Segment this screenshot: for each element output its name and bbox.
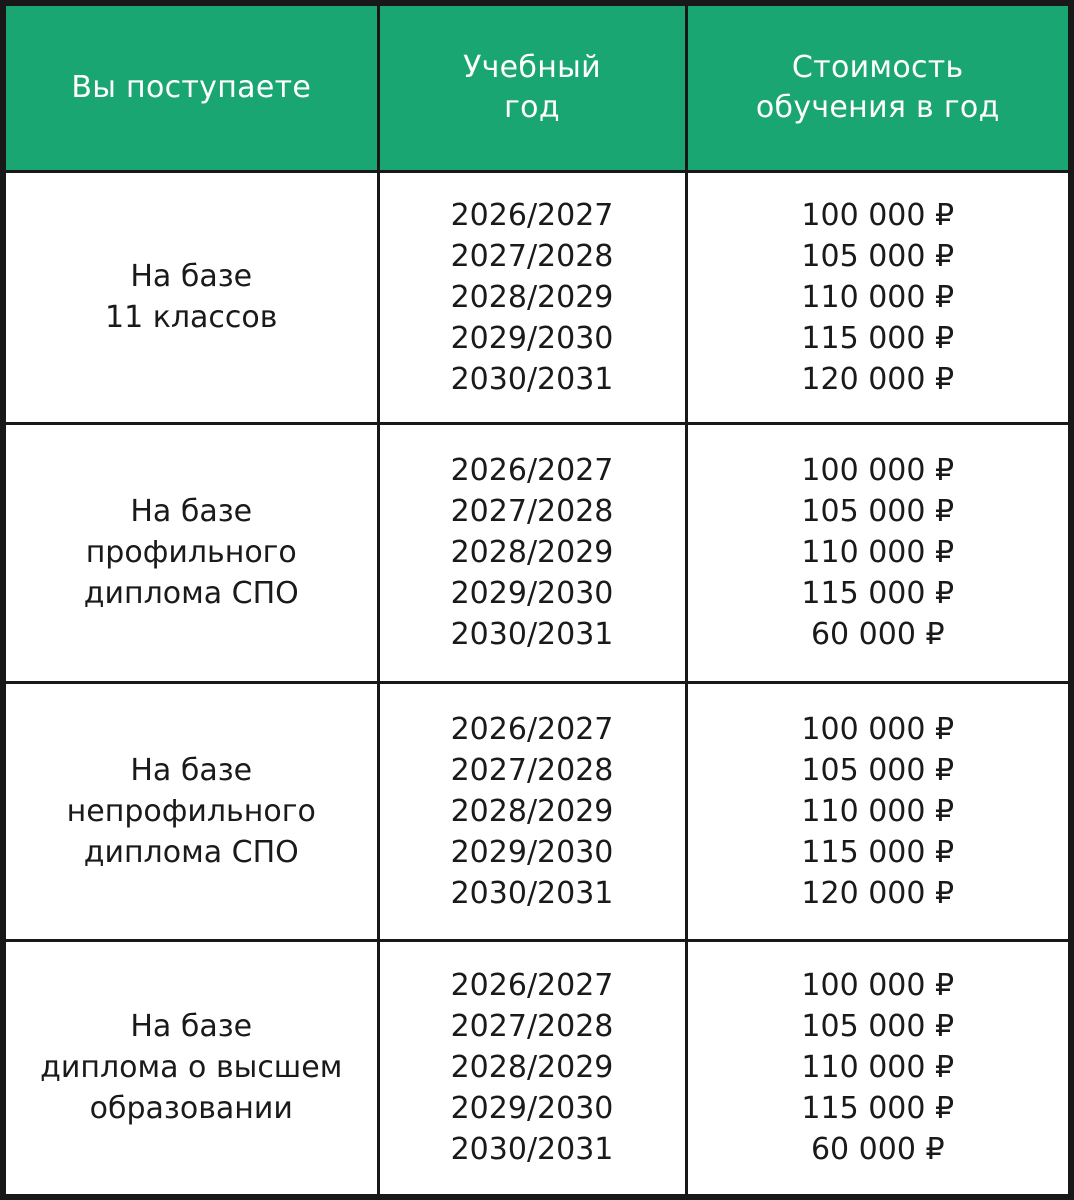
price-value: 110 000 ₽ bbox=[801, 1050, 955, 1086]
prices-cell bbox=[686, 423, 1071, 682]
price-value: 60 000 ₽ bbox=[810, 617, 945, 652]
year-value: 2028/2029 bbox=[450, 279, 614, 315]
price-value: 105 000 ₽ bbox=[801, 752, 955, 788]
base-cell bbox=[3, 171, 378, 423]
year-value: 2027/2028 bbox=[450, 238, 614, 274]
price-value: 120 000 ₽ bbox=[801, 361, 955, 397]
table-header-row bbox=[3, 3, 1071, 171]
table-row bbox=[3, 940, 1071, 1197]
year-value: 2029/2030 bbox=[450, 576, 614, 611]
price-value: 120 000 ₽ bbox=[801, 875, 955, 911]
year-value: 2029/2030 bbox=[450, 834, 614, 870]
year-value: 2030/2031 bbox=[450, 617, 614, 652]
price-value: 110 000 ₽ bbox=[801, 793, 955, 829]
price-value: 115 000 ₽ bbox=[801, 576, 955, 611]
year-value: 2030/2031 bbox=[450, 1132, 614, 1168]
year-value: 2030/2031 bbox=[450, 361, 614, 397]
prices-cell bbox=[686, 682, 1071, 940]
price-value: 100 000 ₽ bbox=[801, 453, 955, 488]
years-cell bbox=[378, 423, 686, 682]
price-value: 110 000 ₽ bbox=[801, 279, 955, 315]
header-enroll-cell bbox=[3, 3, 378, 171]
base-label: На базе диплома о высшем образовании bbox=[40, 1009, 343, 1127]
year-value: 2026/2027 bbox=[450, 453, 614, 488]
prices-cell bbox=[686, 171, 1071, 423]
price-value: 115 000 ₽ bbox=[801, 320, 955, 356]
header-enroll-label: Вы поступаете bbox=[71, 69, 312, 105]
price-value: 100 000 ₽ bbox=[801, 968, 955, 1004]
header-cost-cell bbox=[686, 3, 1071, 171]
table-row bbox=[3, 171, 1071, 423]
base-cell bbox=[3, 682, 378, 940]
price-value: 115 000 ₽ bbox=[801, 1091, 955, 1127]
header-year-cell bbox=[378, 3, 686, 171]
year-value: 2028/2029 bbox=[450, 1050, 614, 1086]
header-year-label: Учебный год bbox=[463, 49, 601, 125]
year-value: 2028/2029 bbox=[450, 793, 614, 829]
price-value: 110 000 ₽ bbox=[801, 535, 955, 570]
price-value: 105 000 ₽ bbox=[801, 238, 955, 274]
price-value: 105 000 ₽ bbox=[801, 494, 955, 529]
years-cell bbox=[378, 171, 686, 423]
price-value: 115 000 ₽ bbox=[801, 834, 955, 870]
year-value: 2028/2029 bbox=[450, 535, 614, 570]
year-value: 2026/2027 bbox=[450, 711, 614, 747]
base-cell bbox=[3, 940, 378, 1197]
years-cell bbox=[378, 940, 686, 1197]
price-value: 60 000 ₽ bbox=[810, 1132, 945, 1168]
table-row bbox=[3, 423, 1071, 682]
years-cell bbox=[378, 682, 686, 940]
price-value: 100 000 ₽ bbox=[801, 711, 955, 747]
base-label: На базе профильного диплома СПО bbox=[83, 494, 299, 611]
year-value: 2026/2027 bbox=[450, 968, 614, 1004]
year-value: 2026/2027 bbox=[450, 197, 614, 233]
prices-cell bbox=[686, 940, 1071, 1197]
year-value: 2029/2030 bbox=[450, 320, 614, 356]
price-value: 100 000 ₽ bbox=[801, 197, 955, 233]
price-value: 105 000 ₽ bbox=[801, 1009, 955, 1045]
base-cell bbox=[3, 423, 378, 682]
year-value: 2030/2031 bbox=[450, 875, 614, 911]
table-row bbox=[3, 682, 1071, 940]
base-label: На базе 11 классов bbox=[105, 259, 278, 335]
base-label: На базе непрофильного диплома СПО bbox=[66, 752, 316, 870]
header-cost-label: Стоимость обучения в год bbox=[755, 49, 1000, 125]
year-value: 2027/2028 bbox=[450, 494, 614, 529]
year-value: 2029/2030 bbox=[450, 1091, 614, 1127]
year-value: 2027/2028 bbox=[450, 1009, 614, 1045]
year-value: 2027/2028 bbox=[450, 752, 614, 788]
